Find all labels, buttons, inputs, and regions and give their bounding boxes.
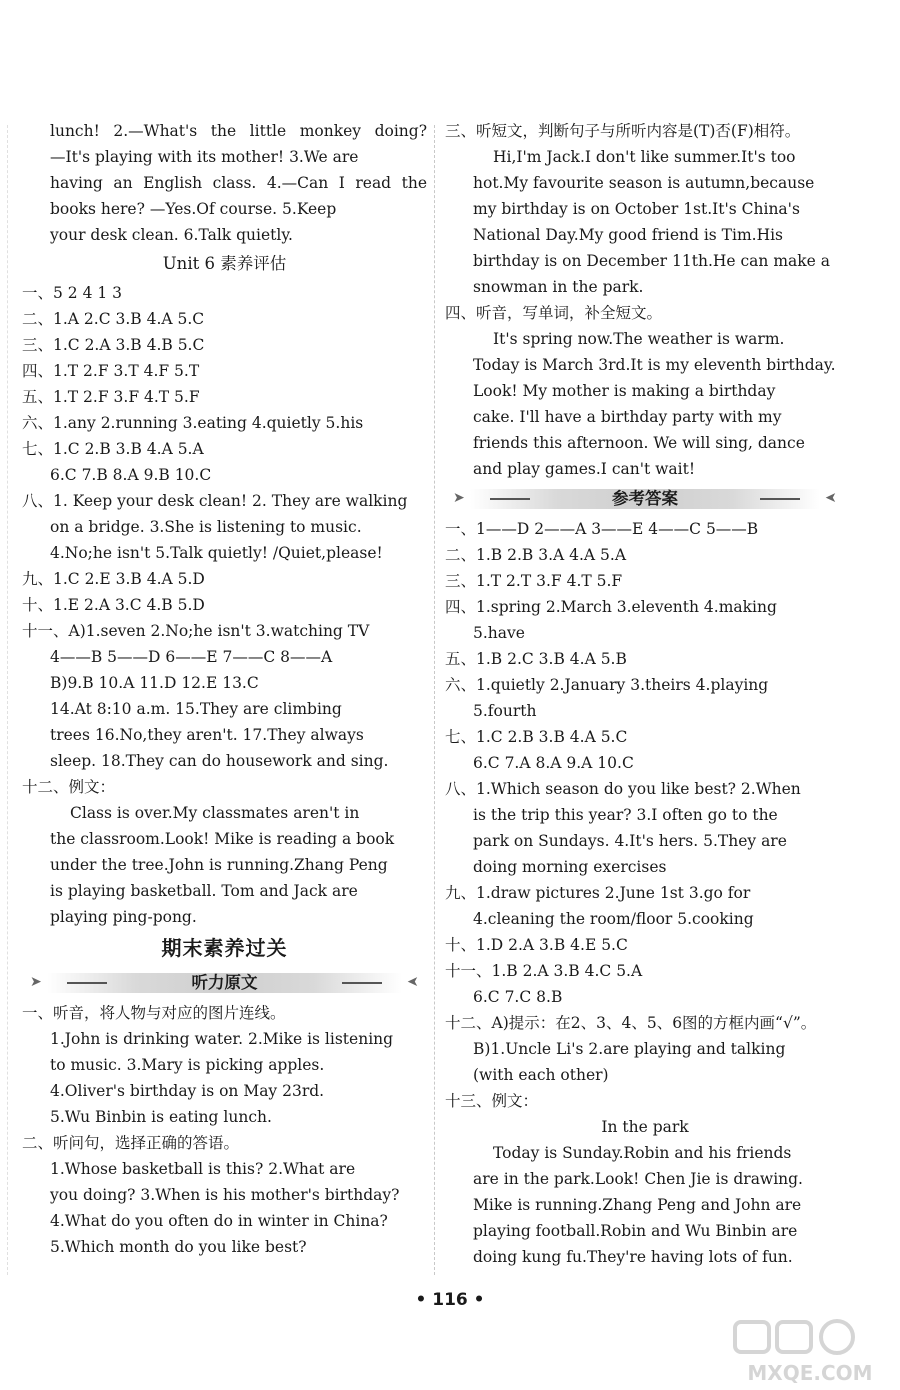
answer-line: 三、1.T 2.T 3.F 4.T 5.F [445,572,623,590]
banner-right-arrow-icon: ➤ [407,974,419,990]
page-edge-line [7,125,8,1275]
text-line: Look! My mother is making a birthday [473,382,776,400]
text-line: friends this afternoon. We will sing, dance [473,434,805,452]
text-line: my birthday is on October 1st.It's China's [473,200,800,218]
answer-line: 七、1.C 2.B 3.B 4.A 5.C [445,728,628,746]
left-answers-continued [22,118,427,248]
answer-line: 六、1.any 2.running 3.eating 4.quietly 5.his [22,414,364,432]
answer-line: 十二、例文： [22,778,116,796]
answer-line: 四、1.T 2.F 3.T 4.F 5.T [22,362,200,380]
answer-line: 4.cleaning the room/floor 5.cooking [473,910,754,928]
answer-line: 6.C 7.B 8.A 9.B 10.C [50,466,212,484]
text-line: It's spring now.The weather is warm. [493,330,785,348]
text-line: you doing? 3.When is his mother's birthday? [50,1186,400,1204]
text-line: 三、听短文，判断句子与所听内容是(T)否(F)相符。 [445,122,801,140]
answer-key-banner [445,484,845,514]
answer-line: 十一、A)1.seven 2.No;he isn't 3.watching TV [22,622,370,640]
answer-line: 五、1.B 2.C 3.B 4.A 5.B [445,650,627,668]
answer-line: 九、1.C 2.E 3.B 4.A 5.D [22,570,205,588]
text-line: cake. I'll have a birthday party with my [473,408,782,426]
answer-key [445,516,845,1270]
answer-line: 6.C 7.C 8.B [473,988,563,1006]
answer-line: is the trip this year? 3.I often go to the [473,806,778,824]
banner-right-arrow-icon: ➤ [825,490,837,506]
answer-line: B)1.Uncle Li's 2.are playing and talking [473,1040,786,1058]
essay-line: Class is over.My classmates aren't in [70,804,360,822]
answer-line: 九、1.draw pictures 2.June 1st 3.go for [445,884,751,902]
essay-line: doing kung fu.They're having lots of fun. [473,1248,793,1266]
page-number: • 116 • [415,1290,485,1310]
unit6-answers [22,280,427,930]
essay-title: In the park [601,1118,689,1136]
text-line: 5.Wu Binbin is eating lunch. [50,1108,272,1126]
answer-line: 十、1.E 2.A 3.C 4.B 5.D [22,596,205,614]
watermark-logo [725,1318,895,1388]
text-line: books here? —Yes.Of course. 5.Keep [50,200,337,218]
answer-line: 一、1——D 2——A 3——E 4——C 5——B [445,520,759,538]
answer-line: 七、1.C 2.B 3.B 4.A 5.A [22,440,204,458]
answer-line: 十二、A)提示：在2、3、4、5、6图的方框内画“√”。 [445,1014,817,1032]
text-line: lunch! 2.—What's the little monkey doing? [50,122,427,140]
banner-left-arrow-icon: ➤ [453,490,465,506]
text-line: National Day.My good friend is Tim.His [473,226,784,244]
text-line: snowman in the park. [473,278,644,296]
text-line: Hi,I'm Jack.I don't like summer.It's too [493,148,796,166]
banner-left-arrow-icon: ➤ [30,974,42,990]
listening-script-banner [22,968,427,998]
answer-line: 4——B 5——D 6——E 7——C 8——A [50,648,333,666]
answer-line: 十、1.D 2.A 3.B 4.E 5.C [445,936,628,954]
text-line: 5.Which month do you like best? [50,1238,307,1256]
answer-line: (with each other) [473,1066,609,1084]
text-line: and play games.I can't wait! [473,460,696,478]
answer-line: 八、1. Keep your desk clean! 2. They are walking [22,492,408,510]
text-line: 1.John is drinking water. 2.Mike is listening [50,1030,394,1048]
text-line: 1.Whose basketball is this? 2.What are [50,1160,356,1178]
answer-line: 十一、1.B 2.A 3.B 4.C 5.A [445,962,643,980]
text-line: Today is March 3rd.It is my eleventh birthday. [473,356,836,374]
answer-line: trees 16.No,they aren't. 17.They always [50,726,364,744]
answer-line: 5.have [473,624,525,642]
unit-title: Unit 6 素养评估 [162,254,287,273]
answer-line: doing morning exercises [473,858,667,876]
answer-line: 二、1.B 2.B 3.A 4.A 5.A [445,546,627,564]
text-line: hot.My favourite season is autumn,because [473,174,815,192]
answer-line: 14.At 8:10 a.m. 15.They are climbing [50,700,342,718]
answer-line: sleep. 18.They can do housework and sing. [50,752,389,770]
essay-line: under the tree.John is running.Zhang Peng [50,856,388,874]
text-line: 4.Oliver's birthday is on May 23rd. [50,1082,325,1100]
text-line: —It's playing with its mother! 3.We are [50,148,359,166]
answer-line: park on Sundays. 4.It's hers. 5.They are [473,832,787,850]
essay-line: Mike is running.Zhang Peng and John are [473,1196,802,1214]
answer-line: 五、1.T 2.F 3.F 4.T 5.F [22,388,200,406]
essay-line: playing ping-pong. [50,908,197,926]
text-line: your desk clean. 6.Talk quietly. [50,226,293,244]
banner-label: 听力原文 [191,973,258,992]
answer-line: 十三、例文： [445,1092,539,1110]
answer-line: 六、1.quietly 2.January 3.theirs 4.playing [445,676,769,694]
column-divider [434,125,435,1275]
essay-line: is playing basketball. Tom and Jack are [50,882,358,900]
text-line: 一、听音，将人物与对应的图片连线。 [22,1004,286,1022]
text-line: birthday is on December 11th.He can make a [473,252,830,270]
final-exam-title: 期末素养过关 [161,936,288,960]
text-line: 四、听音，写单词，补全短文。 [445,304,663,322]
right-column [445,118,845,1270]
answer-line: 4.No;he isn't 5.Talk quietly! /Quiet,please! [50,544,383,562]
listening-script-continued [445,118,845,482]
text-line: to music. 3.Mary is picking apples. [50,1056,325,1074]
answer-line: 四、1.spring 2.March 3.eleventh 4.making [445,598,777,616]
essay-line: playing football.Robin and Wu Binbin are [473,1222,798,1240]
listening-script [22,1000,427,1260]
answer-line: 二、1.A 2.C 3.B 4.A 5.C [22,310,205,328]
text-line: having an English class. 4.—Can I read the [50,174,427,192]
answer-line: 6.C 7.A 8.A 9.A 10.C [473,754,634,772]
answer-line: 5.fourth [473,702,537,720]
left-column [22,118,427,1260]
answer-line: 一、5 2 4 1 3 [22,284,123,302]
answer-line: B)9.B 10.A 11.D 12.E 13.C [50,674,259,692]
text-line: 4.What do you often do in winter in China? [50,1212,388,1230]
answer-line: 三、1.C 2.A 3.B 4.B 5.C [22,336,205,354]
text-line: 二、听问句，选择正确的答语。 [22,1134,240,1152]
essay-line: the classroom.Look! Mike is reading a book [50,830,395,848]
watermark-text: MXQE.COM [747,1361,873,1385]
answer-line: 八、1.Which season do you like best? 2.When [445,780,801,798]
answer-line: on a bridge. 3.She is listening to music. [50,518,362,536]
banner-label: 参考答案 [612,489,678,508]
essay-line: Today is Sunday.Robin and his friends [493,1144,792,1162]
essay-line: are in the park.Look! Chen Jie is drawing. [473,1170,803,1188]
